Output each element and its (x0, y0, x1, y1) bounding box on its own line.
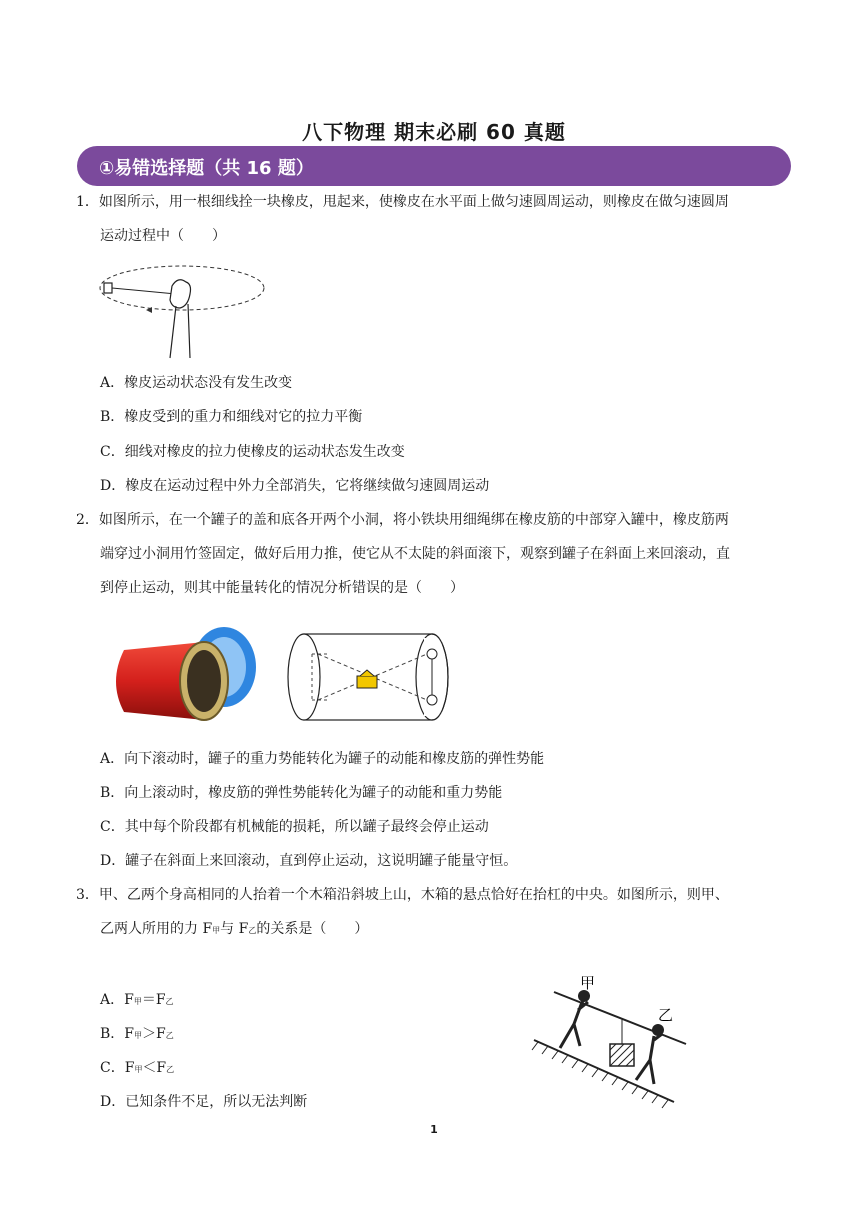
q1-option-b: B．橡皮受到的重力和细线对它的拉力平衡 (100, 409, 363, 425)
q1-stem-line2: 运动过程中（ ） (100, 228, 226, 244)
eraser-shape (104, 283, 112, 293)
q3-stem-line1: 3．甲、乙两个身高相同的人抬着一个木箱沿斜坡上山，木箱的悬点恰好在抬杠的中央。如图所示，则甲、 (76, 887, 729, 903)
q2-option-d: D．罐子在斜面上来回滚动，直到停止运动，这说明罐子能量守恒。 (100, 853, 518, 869)
section-title: ①易错选择题（共 16 题） (99, 158, 314, 179)
q3-option-a: A．F甲＝F乙 (100, 992, 174, 1008)
q2-option-b: B．向上滚动时，橡皮筋的弹性势能转化为罐子的动能和重力势能 (100, 785, 503, 801)
q1-stem-line1: 1．如图所示，用一根细线拴一块橡皮，甩起来，使橡皮在水平面上做匀速圆周运动，则橡皮在做匀速圆周 (76, 194, 729, 210)
q3-stem-line2: 乙两人所用的力 F甲与 F乙的关系是（ ） (100, 921, 369, 937)
q2-stem-line3: 到停止运动，则其中能量转化的情况分析错误的是（ ） (100, 580, 464, 596)
label-yi: 乙 (658, 1006, 674, 1024)
q1-option-a: A．橡皮运动状态没有发生改变 (100, 375, 293, 391)
can-diagram-figure (284, 628, 454, 724)
q3-option-b: B．F甲＞F乙 (100, 1026, 174, 1042)
label-jia: 甲 (580, 974, 596, 992)
can-photo-figure (104, 622, 272, 732)
iron-block-shape (357, 676, 377, 688)
q2-stem-line2: 端穿过小洞用竹签固定，做好后用力推，使它从不太陡的斜面滚下，观察到罐子在斜面上来回滚动，直 (100, 546, 730, 562)
page-title: 八下物理 期末必刷 60 真题 (302, 120, 566, 144)
q2-option-a: A．向下滚动时，罐子的重力势能转化为罐子的动能和橡皮筋的弹性势能 (100, 751, 545, 767)
q3-option-c: C．F甲＜F乙 (100, 1060, 175, 1076)
page-number: 1 (430, 1123, 438, 1136)
q2-option-c: C．其中每个阶段都有机械能的损耗，所以罐子最终会停止运动 (100, 819, 489, 835)
section-banner (77, 146, 791, 186)
carrying-box-figure (526, 972, 696, 1112)
q1-option-d: D．橡皮在运动过程中外力全部消失，它将继续做匀速圆周运动 (100, 478, 490, 494)
q3-option-d: D．已知条件不足，所以无法判断 (100, 1094, 308, 1110)
q1-option-c: C．细线对橡皮的拉力使橡皮的运动状态发生改变 (100, 444, 405, 460)
q2-stem-line1: 2．如图所示，在一个罐子的盖和底各开两个小洞，将小铁块用细绳绑在橡皮筋的中部穿入罐中，橡皮筋两 (76, 512, 729, 528)
eraser-swing-figure (96, 258, 268, 360)
